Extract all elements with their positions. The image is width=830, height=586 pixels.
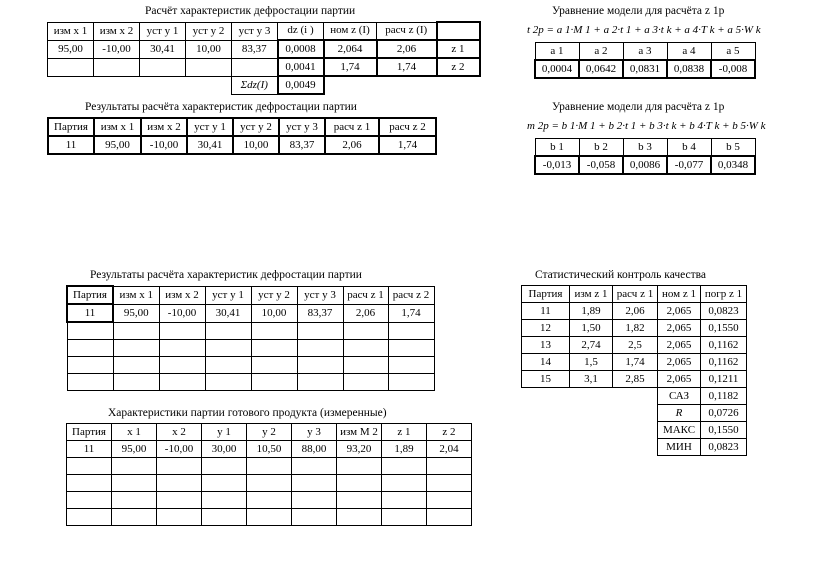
quality-control-table bbox=[521, 285, 747, 456]
empty-cell bbox=[613, 405, 658, 422]
column-header: x 2 bbox=[157, 424, 202, 441]
stat-label: МАКС bbox=[658, 422, 701, 439]
stat-row bbox=[522, 405, 747, 422]
table-row bbox=[67, 509, 472, 526]
table-cell bbox=[427, 509, 472, 526]
table-cell: 0,0004 bbox=[535, 60, 579, 78]
table-cell: 30,41 bbox=[187, 136, 233, 154]
table-cell bbox=[113, 340, 159, 357]
empty-cell bbox=[48, 76, 94, 94]
column-header: расч z (I) bbox=[377, 22, 437, 40]
table-cell bbox=[292, 458, 337, 475]
empty-cell bbox=[140, 76, 186, 94]
table-cell: 83,37 bbox=[297, 304, 343, 322]
table-cell bbox=[202, 458, 247, 475]
table-cell bbox=[388, 340, 434, 357]
table-cell bbox=[251, 357, 297, 374]
table-cell bbox=[157, 492, 202, 509]
table-cell bbox=[67, 340, 113, 357]
stat-row bbox=[522, 388, 747, 405]
column-header: ном z 1 bbox=[658, 286, 701, 303]
table-cell bbox=[382, 509, 427, 526]
table-cell: 30,41 bbox=[140, 40, 186, 58]
table-cell: 1,89 bbox=[570, 303, 613, 320]
column-header: изм x 1 bbox=[48, 22, 94, 40]
table-cell: 95,00 bbox=[94, 136, 141, 154]
table-cell: -10,00 bbox=[157, 441, 202, 458]
stat-label: МИН bbox=[658, 439, 701, 456]
header-row bbox=[535, 139, 755, 157]
table-cell: 15 bbox=[522, 371, 570, 388]
empty-cell bbox=[613, 439, 658, 456]
column-header: dz (i ) bbox=[278, 22, 324, 40]
table-cell: 0,1162 bbox=[701, 354, 747, 371]
column-header: y 2 bbox=[247, 424, 292, 441]
column-header: Партия bbox=[522, 286, 570, 303]
table-cell bbox=[247, 509, 292, 526]
table-cell: 95,00 bbox=[112, 441, 157, 458]
table-row bbox=[522, 354, 747, 371]
model-eq-b-formula: m 2p = b 1·M 1 + b 2·t 1 + b 3·t k + b 4·T k + b 5·W k bbox=[527, 120, 766, 132]
stat-value: 0,0823 bbox=[701, 439, 747, 456]
column-header: изм M 2 bbox=[337, 424, 382, 441]
table-cell: z 2 bbox=[437, 58, 480, 76]
column-header: b 3 bbox=[623, 139, 667, 157]
table-row bbox=[67, 322, 434, 340]
table-row bbox=[67, 374, 434, 391]
table-cell bbox=[113, 357, 159, 374]
table-cell: 3,1 bbox=[570, 371, 613, 388]
empty-cell bbox=[570, 422, 613, 439]
table-cell bbox=[159, 322, 205, 340]
table-row bbox=[67, 458, 472, 475]
table-cell: -0,013 bbox=[535, 156, 579, 174]
empty-cell bbox=[613, 422, 658, 439]
sum-label: Σdz(I) bbox=[232, 76, 278, 94]
model-eq-a-formula: t 2p = a 1·M 1 + a 2·t 1 + a 3·t k + a 4·T k + a 5·W k bbox=[527, 24, 761, 36]
table-cell bbox=[113, 374, 159, 391]
table-cell bbox=[382, 475, 427, 492]
column-header: расч z 1 bbox=[325, 118, 379, 136]
column-header: b 1 bbox=[535, 139, 579, 157]
table-cell: 13 bbox=[522, 337, 570, 354]
table-cell: 11 bbox=[522, 303, 570, 320]
table-cell bbox=[205, 357, 251, 374]
table-cell bbox=[343, 322, 388, 340]
table-cell: 0,0823 bbox=[701, 303, 747, 320]
table-cell: 0,0831 bbox=[623, 60, 667, 78]
defrost-results-table-2 bbox=[66, 285, 435, 391]
table-cell bbox=[297, 374, 343, 391]
column-header bbox=[437, 22, 480, 40]
table-cell: 11 bbox=[67, 304, 113, 322]
header-row bbox=[522, 286, 747, 303]
table-row bbox=[67, 441, 472, 458]
column-header: изм x 2 bbox=[141, 118, 187, 136]
table-row bbox=[522, 303, 747, 320]
table-cell bbox=[297, 340, 343, 357]
stat-row bbox=[522, 439, 747, 456]
table-cell: 2,5 bbox=[613, 337, 658, 354]
table-row bbox=[67, 304, 434, 322]
table-cell: 1,5 bbox=[570, 354, 613, 371]
table-cell: 95,00 bbox=[113, 304, 159, 322]
defrost-calc-title: Расчёт характеристик дефростации партии bbox=[145, 5, 356, 17]
column-header: уст y 3 bbox=[232, 22, 278, 40]
table-cell: 12 bbox=[522, 320, 570, 337]
table-row bbox=[522, 371, 747, 388]
table-cell bbox=[94, 58, 140, 76]
table-cell bbox=[292, 475, 337, 492]
stat-value: 0,1182 bbox=[701, 388, 747, 405]
table-cell bbox=[67, 322, 113, 340]
column-header: Партия bbox=[48, 118, 94, 136]
column-header: расч z 1 bbox=[343, 286, 388, 304]
sum-row bbox=[48, 76, 480, 94]
column-header: изм x 1 bbox=[94, 118, 141, 136]
model-coef-a-table bbox=[534, 42, 756, 79]
table-cell bbox=[157, 509, 202, 526]
table-cell: 0,0348 bbox=[711, 156, 755, 174]
table-cell: 2,06 bbox=[325, 136, 379, 154]
table-cell bbox=[337, 475, 382, 492]
table-cell bbox=[427, 458, 472, 475]
table-row bbox=[67, 340, 434, 357]
table-cell: 1,74 bbox=[379, 136, 436, 154]
empty-cell bbox=[522, 388, 570, 405]
column-header: расч z 2 bbox=[379, 118, 436, 136]
table-cell bbox=[159, 340, 205, 357]
empty-cell bbox=[522, 405, 570, 422]
table-cell: 2,065 bbox=[658, 303, 701, 320]
product-batch-title: Характеристики партии готового продукта (измеренные) bbox=[108, 407, 387, 419]
empty-cell bbox=[613, 388, 658, 405]
table-cell bbox=[159, 357, 205, 374]
table-cell: 1,89 bbox=[382, 441, 427, 458]
table-cell bbox=[297, 357, 343, 374]
table-cell: 1,82 bbox=[613, 320, 658, 337]
defrost-calc-table bbox=[47, 21, 481, 95]
model-eq-a-title: Уравнение модели для расчёта z 1p bbox=[552, 5, 725, 17]
table-cell bbox=[247, 475, 292, 492]
table-cell: 88,00 bbox=[292, 441, 337, 458]
defrost-results-table bbox=[47, 117, 437, 155]
table-cell: -10,00 bbox=[94, 40, 140, 58]
table-cell bbox=[343, 374, 388, 391]
table-cell: z 1 bbox=[437, 40, 480, 58]
table-cell: 2,065 bbox=[658, 371, 701, 388]
table-cell: 2,06 bbox=[343, 304, 388, 322]
stat-label: САЗ bbox=[658, 388, 701, 405]
table-cell: 0,0086 bbox=[623, 156, 667, 174]
table-cell: 2,04 bbox=[427, 441, 472, 458]
table-cell: 14 bbox=[522, 354, 570, 371]
table-cell bbox=[232, 58, 278, 76]
empty-cell bbox=[570, 405, 613, 422]
table-row bbox=[522, 337, 747, 354]
column-header: уст y 1 bbox=[205, 286, 251, 304]
column-header: a 5 bbox=[711, 43, 755, 61]
table-cell: -0,058 bbox=[579, 156, 623, 174]
defrost-results-title: Результаты расчёта характеристик дефростации партии bbox=[85, 101, 357, 113]
table-cell: 2,06 bbox=[377, 40, 437, 58]
table-cell bbox=[140, 58, 186, 76]
column-header: ном z (I) bbox=[324, 22, 377, 40]
column-header: изм x 1 bbox=[113, 286, 159, 304]
table-cell: 1,74 bbox=[377, 58, 437, 76]
table-cell: 0,0041 bbox=[278, 58, 324, 76]
table-cell: 0,1211 bbox=[701, 371, 747, 388]
empty-cell bbox=[377, 76, 437, 94]
column-header: уст y 3 bbox=[279, 118, 325, 136]
table-cell bbox=[297, 322, 343, 340]
table-cell bbox=[337, 458, 382, 475]
table-cell: 2,85 bbox=[613, 371, 658, 388]
table-cell: 95,00 bbox=[48, 40, 94, 58]
table-cell bbox=[251, 374, 297, 391]
table-cell: 10,00 bbox=[233, 136, 279, 154]
table-cell bbox=[48, 58, 94, 76]
empty-cell bbox=[522, 439, 570, 456]
column-header: уст y 1 bbox=[187, 118, 233, 136]
table-row bbox=[535, 60, 755, 78]
table-cell: 2,065 bbox=[658, 337, 701, 354]
column-header: b 2 bbox=[579, 139, 623, 157]
column-header: расч z 1 bbox=[613, 286, 658, 303]
header-row bbox=[67, 424, 472, 441]
empty-cell bbox=[570, 439, 613, 456]
table-cell: 2,065 bbox=[658, 354, 701, 371]
table-cell bbox=[67, 458, 112, 475]
column-header: уст y 3 bbox=[297, 286, 343, 304]
table-row bbox=[535, 156, 755, 174]
column-header: изм x 2 bbox=[159, 286, 205, 304]
stat-value: 0,1550 bbox=[701, 422, 747, 439]
column-header: b 4 bbox=[667, 139, 711, 157]
table-cell bbox=[292, 509, 337, 526]
table-cell: -0,008 bbox=[711, 60, 755, 78]
table-cell: 93,20 bbox=[337, 441, 382, 458]
table-cell bbox=[343, 357, 388, 374]
table-cell bbox=[202, 509, 247, 526]
table-cell bbox=[251, 340, 297, 357]
column-header: изм z 1 bbox=[570, 286, 613, 303]
table-cell bbox=[388, 322, 434, 340]
table-cell bbox=[159, 374, 205, 391]
header-row bbox=[67, 286, 434, 304]
table-cell: 11 bbox=[48, 136, 94, 154]
column-header: y 3 bbox=[292, 424, 337, 441]
table-cell: 0,0008 bbox=[278, 40, 324, 58]
table-cell: 1,50 bbox=[570, 320, 613, 337]
table-cell: 10,00 bbox=[186, 40, 232, 58]
empty-cell bbox=[186, 76, 232, 94]
model-eq-b-title: Уравнение модели для расчёта z 1p bbox=[552, 101, 725, 113]
header-row bbox=[535, 43, 755, 61]
table-cell bbox=[205, 374, 251, 391]
table-cell: 10,50 bbox=[247, 441, 292, 458]
column-header: Партия bbox=[67, 286, 113, 304]
column-header: уст y 2 bbox=[233, 118, 279, 136]
table-cell bbox=[337, 509, 382, 526]
table-cell bbox=[382, 458, 427, 475]
table-cell bbox=[205, 340, 251, 357]
column-header: a 2 bbox=[579, 43, 623, 61]
table-cell bbox=[112, 458, 157, 475]
column-header: a 3 bbox=[623, 43, 667, 61]
column-header: расч z 2 bbox=[388, 286, 434, 304]
table-cell: 2,74 bbox=[570, 337, 613, 354]
table-cell bbox=[157, 475, 202, 492]
table-cell: -0,077 bbox=[667, 156, 711, 174]
table-cell bbox=[427, 492, 472, 509]
table-cell bbox=[205, 322, 251, 340]
empty-cell bbox=[324, 76, 377, 94]
table-cell bbox=[67, 475, 112, 492]
table-cell bbox=[112, 492, 157, 509]
table-cell: 0,1162 bbox=[701, 337, 747, 354]
table-cell: 0,0642 bbox=[579, 60, 623, 78]
table-cell bbox=[343, 340, 388, 357]
empty-cell bbox=[570, 388, 613, 405]
column-header: Партия bbox=[67, 424, 112, 441]
column-header: уст y 1 bbox=[140, 22, 186, 40]
table-row bbox=[48, 136, 436, 154]
product-batch-table bbox=[66, 423, 472, 526]
table-cell: 0,0838 bbox=[667, 60, 711, 78]
table-cell: 10,00 bbox=[251, 304, 297, 322]
table-cell: 83,37 bbox=[232, 40, 278, 58]
stat-value: 0,0726 bbox=[701, 405, 747, 422]
column-header: уст y 2 bbox=[186, 22, 232, 40]
column-header: уст y 2 bbox=[251, 286, 297, 304]
empty-cell bbox=[437, 76, 480, 94]
table-row bbox=[67, 475, 472, 492]
table-cell bbox=[67, 357, 113, 374]
stat-row bbox=[522, 422, 747, 439]
table-row bbox=[67, 357, 434, 374]
table-cell: 0,1550 bbox=[701, 320, 747, 337]
sum-value: 0,0049 bbox=[278, 76, 324, 94]
table-cell bbox=[427, 475, 472, 492]
column-header: изм x 2 bbox=[94, 22, 140, 40]
table-row bbox=[522, 320, 747, 337]
empty-cell bbox=[94, 76, 140, 94]
table-cell bbox=[247, 458, 292, 475]
table-cell bbox=[388, 374, 434, 391]
table-cell: 1,74 bbox=[324, 58, 377, 76]
column-header: z 1 bbox=[382, 424, 427, 441]
table-cell bbox=[247, 492, 292, 509]
table-cell bbox=[113, 322, 159, 340]
table-cell: 30,00 bbox=[202, 441, 247, 458]
table-cell bbox=[202, 492, 247, 509]
table-cell bbox=[382, 492, 427, 509]
table-cell bbox=[251, 322, 297, 340]
column-header: погр z 1 bbox=[701, 286, 747, 303]
table-cell bbox=[186, 58, 232, 76]
column-header: x 1 bbox=[112, 424, 157, 441]
quality-control-title: Статистический контроль качества bbox=[535, 269, 707, 281]
table-row bbox=[48, 58, 480, 76]
table-cell: 2,064 bbox=[324, 40, 377, 58]
header-row bbox=[48, 22, 480, 40]
table-cell bbox=[388, 357, 434, 374]
table-cell bbox=[202, 475, 247, 492]
defrost-results-title-2: Результаты расчёта характеристик дефростации партии bbox=[90, 269, 362, 281]
column-header: a 4 bbox=[667, 43, 711, 61]
table-cell bbox=[67, 492, 112, 509]
table-cell: 30,41 bbox=[205, 304, 251, 322]
table-cell: 2,065 bbox=[658, 320, 701, 337]
table-cell bbox=[112, 509, 157, 526]
table-cell bbox=[157, 458, 202, 475]
table-cell bbox=[67, 374, 113, 391]
table-cell: -10,00 bbox=[141, 136, 187, 154]
table-cell bbox=[337, 492, 382, 509]
model-coef-b-table bbox=[534, 138, 756, 175]
table-cell: 11 bbox=[67, 441, 112, 458]
table-cell: -10,00 bbox=[159, 304, 205, 322]
table-row bbox=[67, 492, 472, 509]
empty-cell bbox=[522, 422, 570, 439]
table-row bbox=[48, 40, 480, 58]
table-cell: 1,74 bbox=[388, 304, 434, 322]
column-header: b 5 bbox=[711, 139, 755, 157]
column-header: z 2 bbox=[427, 424, 472, 441]
column-header: a 1 bbox=[535, 43, 579, 61]
table-cell: 2,06 bbox=[613, 303, 658, 320]
table-cell: 1,74 bbox=[613, 354, 658, 371]
header-row bbox=[48, 118, 436, 136]
table-cell bbox=[292, 492, 337, 509]
stat-label: R bbox=[658, 405, 701, 422]
table-cell bbox=[112, 475, 157, 492]
table-cell: 83,37 bbox=[279, 136, 325, 154]
table-cell bbox=[67, 509, 112, 526]
column-header: y 1 bbox=[202, 424, 247, 441]
